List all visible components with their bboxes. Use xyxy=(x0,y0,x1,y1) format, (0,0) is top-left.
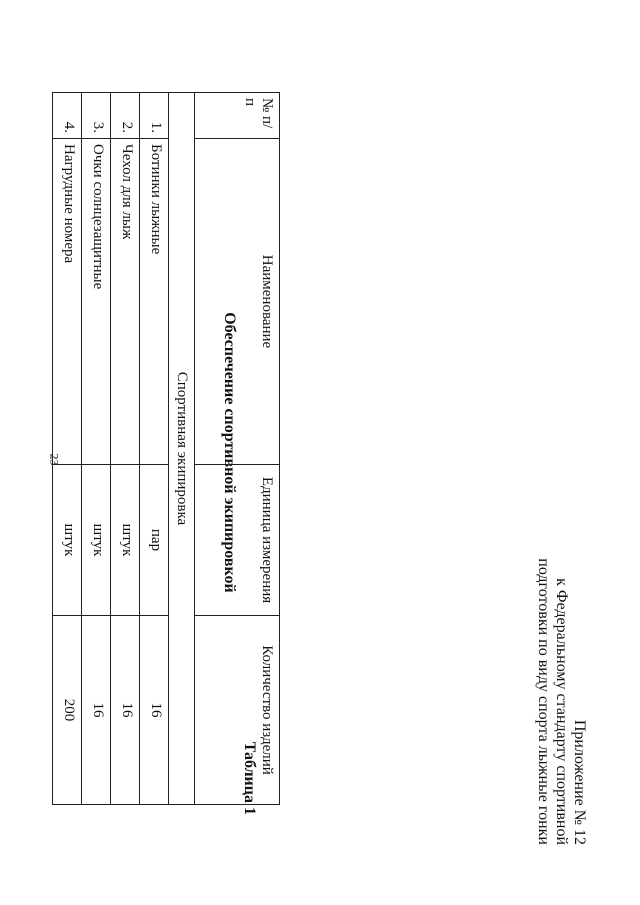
table-label: Таблица 1 xyxy=(241,741,258,815)
header-qty: Количество изделий xyxy=(195,616,280,805)
row-qty: 16 xyxy=(140,616,169,805)
table-row xyxy=(53,93,82,805)
row-qty: 16 xyxy=(111,616,140,805)
header-unit: Единица измерения xyxy=(195,465,280,616)
document-title: Обеспечение спортивной экипировкой xyxy=(221,312,238,593)
equipment-table xyxy=(52,92,280,805)
row-name: Чехол для лыж xyxy=(111,139,140,465)
table-header-row xyxy=(195,93,280,805)
table-row xyxy=(111,93,140,805)
section-row xyxy=(169,93,195,805)
row-num: 3. xyxy=(82,93,111,139)
row-name: Нагрудные номера xyxy=(53,139,82,465)
row-unit: пар xyxy=(140,465,169,616)
row-num: 1. xyxy=(140,93,169,139)
page-number: 23 xyxy=(47,453,62,466)
row-qty: 16 xyxy=(82,616,111,805)
section-label: Спортивная экипировка xyxy=(169,93,195,805)
row-name: Ботинки лыжные xyxy=(140,139,169,465)
header-name: Наименование xyxy=(195,139,280,465)
row-num: 2. xyxy=(111,93,140,139)
row-name: Очки солнцезащитные xyxy=(82,139,111,465)
header-num: № п/п xyxy=(195,93,280,139)
appendix-line-2: к Федеральному стандарту спортивной xyxy=(553,578,570,845)
row-num: 4. xyxy=(53,93,82,139)
row-unit: штук xyxy=(82,465,111,616)
row-unit: штук xyxy=(111,465,140,616)
table-row xyxy=(82,93,111,805)
table-row xyxy=(140,93,169,805)
row-unit: штук xyxy=(53,465,82,616)
appendix-line-3: подготовки по виду спорта лыжные гонки xyxy=(535,558,552,845)
appendix-header xyxy=(534,465,588,845)
appendix-line-1: Приложение № 12 xyxy=(571,719,588,845)
row-qty: 200 xyxy=(53,616,82,805)
